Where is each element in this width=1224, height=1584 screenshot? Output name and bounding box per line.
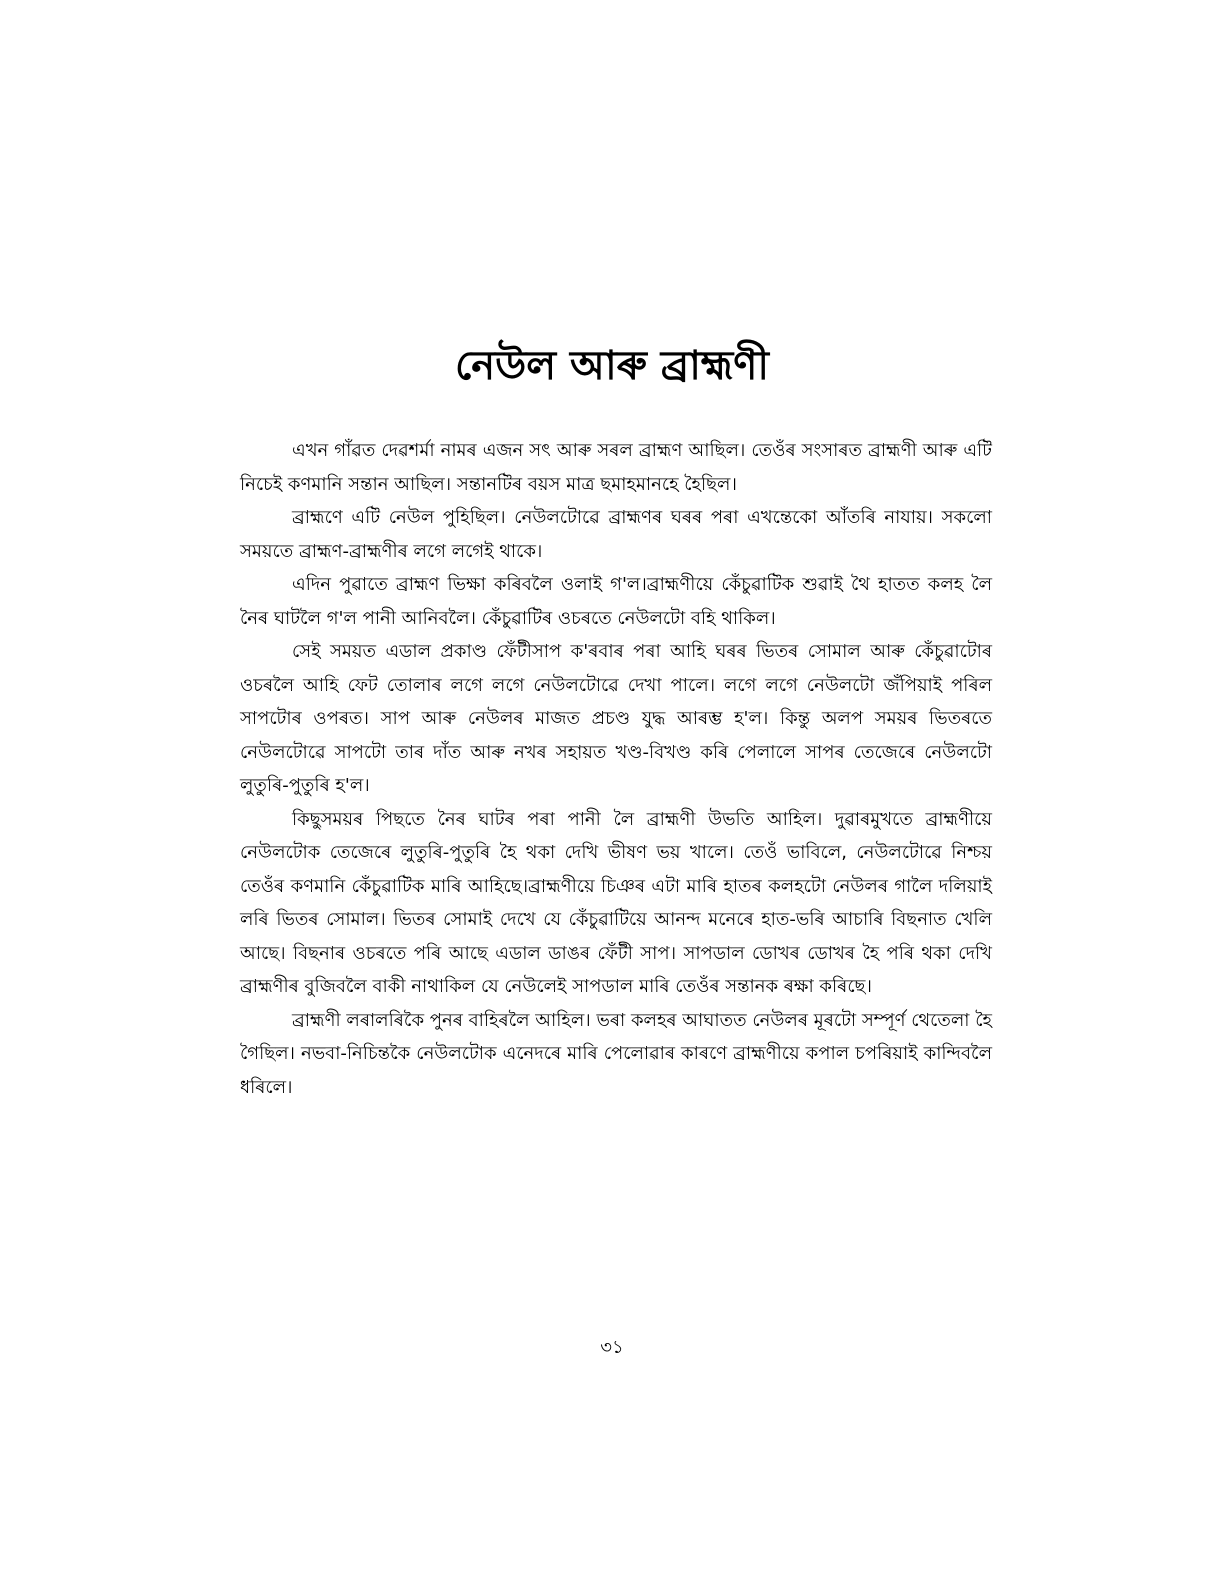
- paragraph-3: এদিন পুৱাতে ব্ৰাহ্মণ ভিক্ষা কৰিবলৈ ওলাই গ'ল।ব্ৰাহ্মণীয়ে কেঁচুৱাটিক শুৱাই থৈ হাতত কলহ লৈ নৈৰ ঘাটলৈ গ'ল পানী আনিবলৈ। কেঁচুৱাটিৰ ওচৰতে নেউলটো বহি থাকিল।: [240, 574, 992, 629]
- story-body: [240, 434, 992, 1104]
- paragraph-5: কিছুসময়ৰ পিছতে নৈৰ ঘাটৰ পৰা পানী লৈ ব্ৰাহ্মণী উভতি আহিল। দুৱাৰমুখতে ব্ৰাহ্মণীয়ে নেউলটোক তেজেৰে লুতুৰি-পুতুৰি হৈ থকা দেখি ভীষণ ভয় খালে। তেওঁ ভাবিলে, নেউলটোৱে নিশ্চয় তেওঁৰ কণমানি কেঁচুৱাটিক মাৰি আহিছে।ব্ৰাহ্মণীয়ে চিঞৰ এটা মাৰি হাতৰ কলহটো নেউলৰ গালৈ দলিয়াই লৰি ভিতৰ সোমাল। ভিতৰ সোমাই দেখে যে কেঁচুৱাটিয়ে আনন্দ মনেৰে হাত-ভৰি আচাৰি বিছনাত খেলি আছে। বিছনাৰ ওচৰতে পৰি আছে এডাল ডাঙৰ ফেঁটী সাপ। সাপডাল ডোখৰ ডোখৰ হৈ পৰি থকা দেখি ব্ৰাহ্মণীৰ বুজিবলৈ বাকী নাথাকিল যে নেউলেই সাপডাল মাৰি তেওঁৰ সন্তানক ৰক্ষা কৰিছে।: [240, 808, 992, 997]
- paragraph-4: সেই সময়ত এডাল প্ৰকাণ্ড ফেঁটীসাপ ক'ৰবাৰ পৰা আহি ঘৰৰ ভিতৰ সোমাল আৰু কেঁচুৱাটোৰ ওচৰলৈ আহি ফেট তোলাৰ লগে লগে নেউলটোৱে দেখা পালে। লগে লগে নেউলটো জঁপিয়াই পৰিল সাপটোৰ ওপৰত। সাপ আৰু নেউলৰ মাজত প্ৰচণ্ড যুদ্ধ আৰম্ভ হ'ল। কিন্তু অলপ সময়ৰ ভিতৰতে নেউলটোৱে সাপটো তাৰ দাঁত আৰু নখৰ সহায়ত খণ্ড-বিখণ্ড কৰি পেলালে সাপৰ তেজেৰে নেউলটো লুতুৰি-পুতুৰি হ'ল।: [240, 641, 992, 796]
- paragraph-1: এখন গাঁৱত দেৱশৰ্মা নামৰ এজন সৎ আৰু সৰল ব্ৰাহ্মণ আছিল। তেওঁৰ সংসাৰত ব্ৰাহ্মণী আৰু এটি নিচেই কণমানি সন্তান আছিল। সন্তানটিৰ বয়স মাত্ৰ ছমাহমানহে হৈছিল।: [240, 440, 992, 495]
- paragraph-2: ব্ৰাহ্মণে এটি নেউল পুহিছিল। নেউলটোৱে ব্ৰাহ্মণৰ ঘৰৰ পৰা এখন্তেকো আঁতৰি নাযায়। সকলো সময়তে ব্ৰাহ্মণ-ব্ৰাহ্মণীৰ লগে লগেই থাকে।: [240, 507, 992, 562]
- page-title: নেউল আৰু ব্ৰাহ্মণী: [455, 343, 769, 389]
- page-number: ৩১: [600, 1337, 624, 1358]
- paragraph-6: ব্ৰাহ্মণী লৰালৰিকৈ পুনৰ বাহিৰলৈ আহিল। ভৰা কলহৰ আঘাতত নেউলৰ মূৰটো সম্পূৰ্ণ থেতেলা হৈ গৈছিল। নভবা-নিচিন্তকৈ নেউলটোক এনেদৰে মাৰি পেলোৱাৰ কাৰণে ব্ৰাহ্মণীয়ে কপাল চপৰিয়াই কান্দিবলৈ ধৰিলে।: [240, 1009, 992, 1098]
